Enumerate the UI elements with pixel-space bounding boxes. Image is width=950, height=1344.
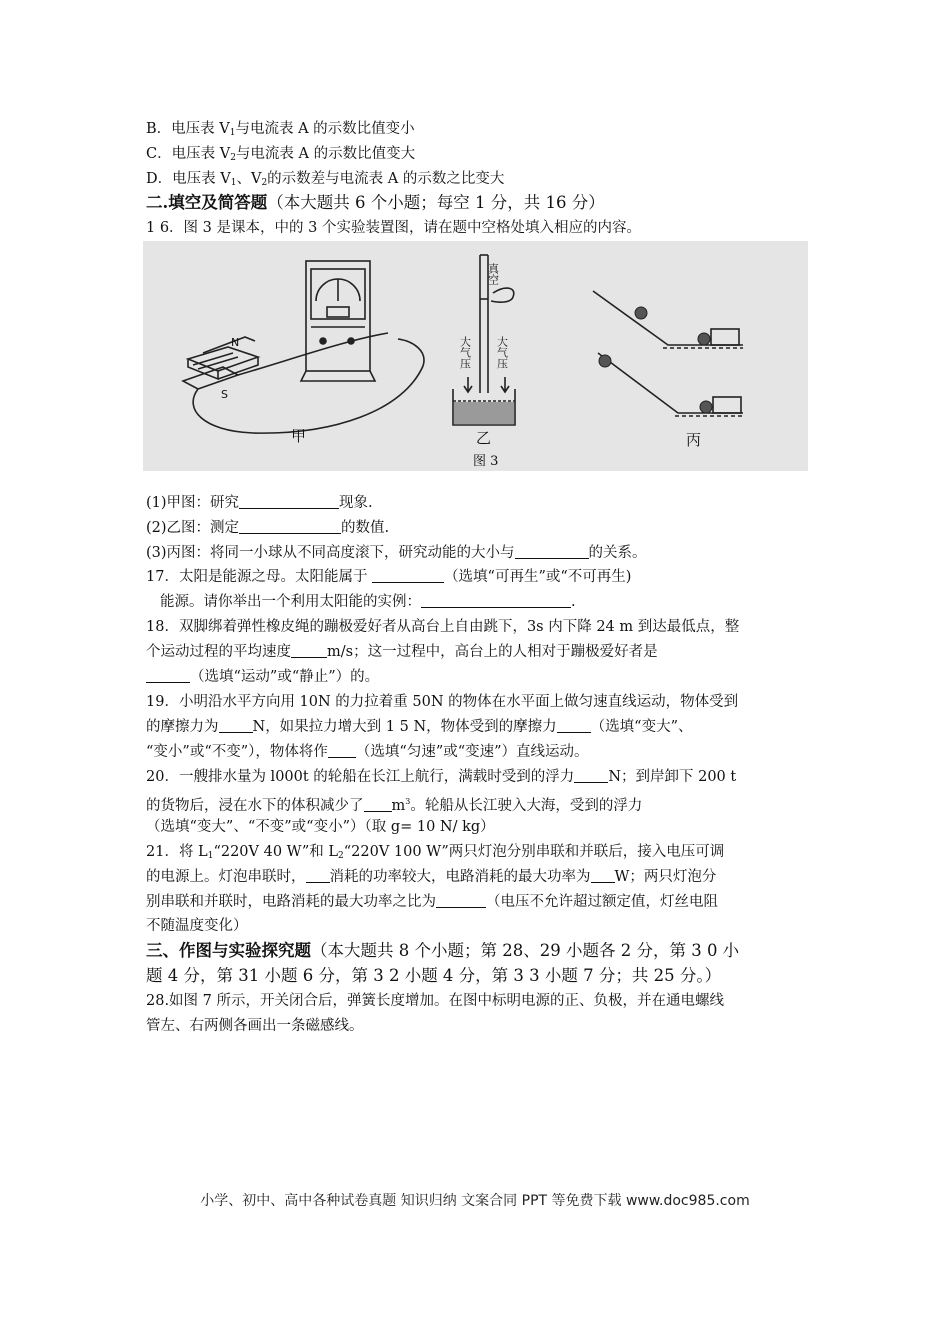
ball-bottom-1: [698, 333, 710, 345]
option-d: D．电压表 $V_1$、$V_2$的示数差与电流表 A 的示数之比变大: [146, 171, 505, 188]
q17-line2: 能源。请你举出一个利用太阳能的实例： .: [160, 594, 576, 610]
section-3-heading-cont: 题 4 分，第 31 小题 6 分，第 3 2 小题 4 分，第 3 3 小题 7 分；共 25 分。）: [146, 966, 722, 985]
blank[interactable]: [515, 543, 589, 559]
label-bing: 丙: [686, 431, 702, 449]
q19-line1: 19．小明沿水平方向用 10N 的力拉着重 50N 的物体在水平面上做匀速直线运动，物体受到: [146, 694, 739, 710]
blank[interactable]: [557, 717, 591, 733]
pole-s-label: S: [221, 388, 228, 401]
q19-line2: 的摩擦力为 N，如果拉力增大到 1 5 N，物体受到的摩擦力 （选填“变大”、: [146, 719, 693, 735]
q16-part1: (1)甲图：研究 现象.: [146, 495, 373, 511]
q20-line2: 的货物后，浸在水下的体积减少了 $m^3$。轮船从长江驶入大海，受到的浮力: [146, 797, 643, 814]
blank[interactable]: [372, 567, 444, 583]
blank[interactable]: [328, 742, 356, 758]
q21-line3: 别串联和并联时，电路消耗的最大功率之比为 （电压不允许超过额定值，灯丝电阻: [146, 894, 718, 910]
figure-3: [143, 241, 808, 471]
option-c: C．电压表 $V_2$与电流表 A 的示数比值变大: [146, 146, 416, 163]
blank[interactable]: [239, 493, 339, 509]
blank[interactable]: [219, 717, 253, 733]
q18-line1: 18．双脚绑着弹性橡皮绳的蹦极爱好者从高台上自由跳下，3s 内下降 24 m 到达最低点，整: [146, 619, 740, 635]
blank[interactable]: [239, 518, 341, 534]
label-jia: 甲: [291, 427, 307, 445]
ball-bottom-2: [700, 401, 712, 413]
ball-high: [635, 307, 647, 319]
blank[interactable]: [436, 892, 486, 908]
blank[interactable]: [306, 867, 330, 883]
apparatus-bing: [593, 291, 743, 416]
q16-part3: (3)丙图：将同一小球从不同高度滚下，研究动能的大小与 的关系。: [146, 545, 647, 561]
blank[interactable]: [591, 867, 615, 883]
mercury-dish: [454, 402, 514, 424]
blank[interactable]: [291, 642, 327, 658]
q21-line2: 的电源上。灯泡串联时， 消耗的功率较大，电路消耗的最大功率为 W；两只灯泡分: [146, 869, 717, 885]
q18-line2: 个运动过程的平均速度 m/s；这一过程中，高台上的人相对于蹦极爱好者是: [146, 644, 658, 660]
blank[interactable]: [421, 592, 571, 608]
atm-arrows: [464, 377, 509, 392]
q20-line3: （选填“变大”、“不变”或“变小”）（取 g= 10 N/ kg）: [146, 819, 495, 835]
q28-line1: 28.如图 7 所示，开关闭合后，弹簧长度增加。在图中标明电源的正、负极，并在通电螺线: [146, 993, 724, 1009]
atm-left-label: 大气压: [458, 336, 472, 369]
q16-intro: 1 6．图 3 是课本，中的 3 个实验装置图，请在题中空格处填入相应的内容。: [146, 220, 641, 236]
label-yi: 乙: [476, 429, 492, 447]
atm-right-label: 大气压: [495, 336, 509, 369]
page-footer: 小学、初中、高中各种试卷真题 知识归纳 文案合同 PPT 等免费下载 www.doc985.com: [200, 1193, 750, 1209]
blank[interactable]: [146, 667, 190, 683]
section-3-heading: 三、作图与实验探究题（本大题共 8 个小题；第 28、29 小题各 2 分，第 3 0 小: [146, 941, 740, 960]
figure-3-drawing: [143, 241, 808, 471]
pole-n-label: N: [231, 336, 240, 349]
q17-line1: 17．太阳是能源之母。太阳能属于 （选填“可再生”或“不可再生): [146, 569, 632, 585]
figure-caption: 图 3: [473, 454, 499, 469]
option-b: B．电压表 $V_1$与电流表 A 的示数比值变小: [146, 121, 415, 138]
q19-line3: “变小”或“不变”），物体将作 （选填“匀速”或“变速”）直线运动。: [146, 744, 589, 760]
vacuum-label: 真空: [486, 263, 500, 285]
apparatus-jia: [183, 261, 424, 433]
ball-low: [599, 355, 611, 367]
q21-line1: 21．将 $L_1“220V$ 40 W”和 $L_2“220V$ 100 W”两只灯泡分别串联和并联后，接入电压可调: [146, 844, 725, 861]
q20-line1: 20．一艘排水量为 l000t 的轮船在长江上航行，满载时受到的浮力 N；到岸卸下 200 t: [146, 769, 737, 785]
q16-part2: (2)乙图：测定 的数值.: [146, 520, 390, 536]
q21-line4: 不随温度变化）: [146, 918, 248, 934]
blank[interactable]: [364, 796, 392, 812]
q28-line2: 管左、右两侧各画出一条磁感线。: [146, 1018, 364, 1034]
section-2-heading: 二.填空及简答题（本大题共 6 个小题；每空 1 分，共 16 分）: [146, 193, 605, 212]
blank[interactable]: [574, 767, 608, 783]
q18-line3: （选填“运动”或“静止”）的。: [146, 665, 808, 689]
